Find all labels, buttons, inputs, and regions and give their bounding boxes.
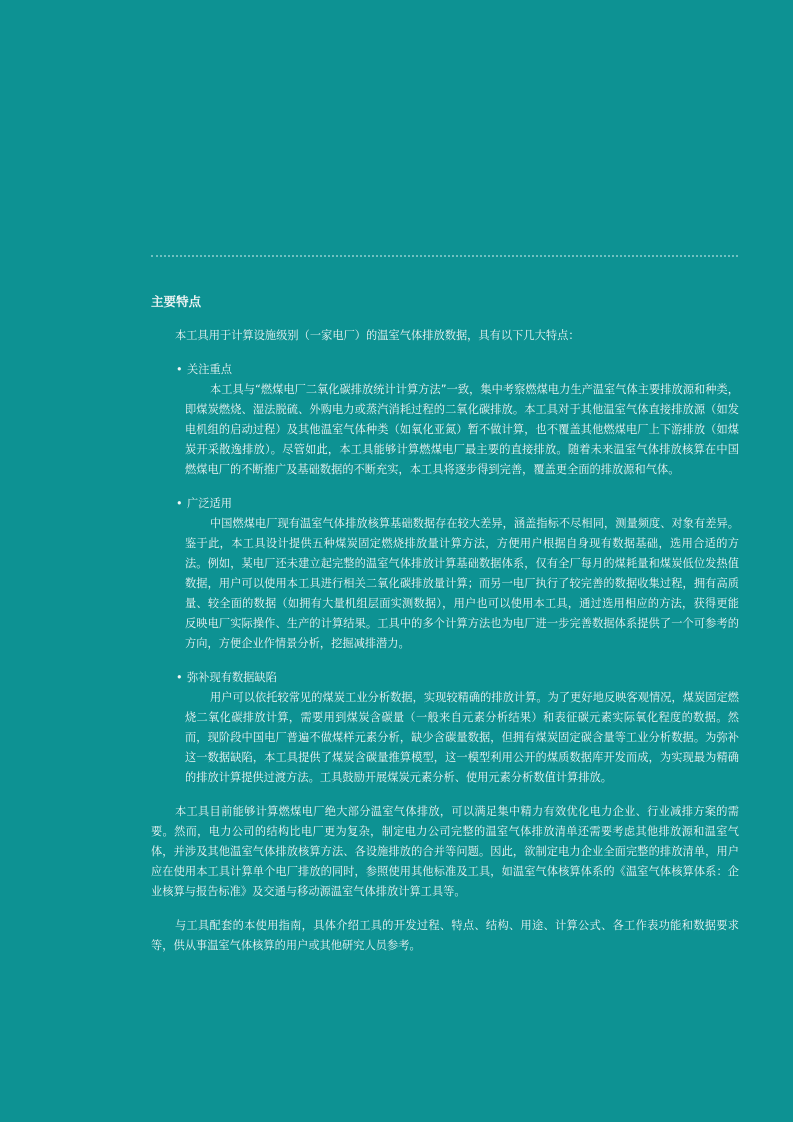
feature-title-row: [151, 360, 739, 380]
body-paragraph: 与工具配套的本使用指南，具体介绍工具的开发过程、特点、结构、用途、计算公式、各工作表功能和数据要求等，供从事温室气体核算的用户或其他研究人员参考。: [151, 919, 739, 952]
feature-title-row: [151, 668, 739, 688]
feature-body: 中国燃煤电厂现有温室气体排放核算基础数据存在较大差异，涵盖指标不尽相同，测量频度、对象有差异。鉴于此，本工具设计提供五种煤炭固定燃烧排放量计算方法，方便用户根据自身现有数据基础，选用合适的方法。例如，某电厂还未建立起完整的温室气体排放计算基础数据体系，仅有全厂每月的煤耗量和煤炭低位发热值数据，用户可以使用本工具进行相关二氧化碳排放量计算；而另一电厂执行了较完善的数据收集过程，拥有高质量、较全面的数据（如拥有大量机组层面实测数据），用户也可以使用本工具，通过选用相应的方法，获得更能反映电厂实际操作、生产的计算结果。工具中的多个计算方法也为电厂进一步完善数据体系提供了一个可参考的方向，方便企业作情景分析，挖掘减排潜力。: [185, 517, 739, 650]
feature-wide-applicability: [151, 494, 739, 654]
feature-body: 本工具与“燃煤电厂二氧化碳排放统计计算方法”一致，集中考察燃煤电力生产温室气体主要排放源和种类，即煤炭燃烧、湿法脱硫、外购电力或蒸汽消耗过程的二氧化碳排放。本工具对于其他温室气体直接排放源（如发电机组的启动过程）及其他温室气体种类（如氧化亚氮）暂不做计算，也不覆盖其他燃煤电厂上下游排放（如煤炭开采散逸排放）。尽管如此，本工具能够计算燃煤电厂最主要的直接排放。随着未来温室气体排放核算在中国燃煤电厂的不断推广及基础数据的不断充实，本工具将逐步得到完善，覆盖更全面的排放源和气体。: [185, 383, 739, 476]
feature-body: 用户可以依托较常见的煤炭工业分析数据，实现较精确的排放计算。为了更好地反映客观情况，煤炭固定燃烧二氧化碳排放计算，需要用到煤炭含碳量（一般来自元素分析结果）和表征碳元素实际氧化程度的数据。然而，现阶段中国电厂普遍不做煤样元素分析，缺少含碳量数据，但拥有煤炭固定碳含量等工业分析数据。为弥补这一数据缺陷，本工具提供了煤炭含碳量推算模型，这一模型利用公开的煤质数据库开发而成，为实现最为精确的排放计算提供过渡方法。工具鼓励开展煤炭元素分析、使用元素分析数值计算排放。: [185, 691, 739, 784]
bullet-icon: •: [176, 363, 183, 376]
bullet-icon: •: [176, 671, 183, 684]
body-paragraph: 本工具目前能够计算燃煤电厂绝大部分温室气体排放，可以满足集中精力有效优化电力企业、行业减排方案的需要。然而，电力公司的结构比电厂更为复杂，制定电力公司完整的温室气体排放清单还需要考虑其他排放源和温室气体，并涉及其他温室气体排放核算方法、各设施排放的合并等问题。因此，欲制定电力企业全面完整的排放清单，用户应在使用本工具计算单个电厂排放的同时，参照使用其他标准及工具，如温室气体核算体系的《温室气体核算体系：企业核算与报告标准》及交通与移动源温室气体排放计算工具等。: [151, 805, 739, 898]
page-content: [151, 292, 739, 970]
feature-title-row: [151, 494, 739, 514]
feature-focus: [151, 360, 739, 480]
feature-title: 弥补现有数据缺陷: [187, 671, 277, 684]
bullet-icon: •: [176, 497, 183, 510]
section-heading: 主要特点: [151, 294, 202, 309]
feature-data-gap: [151, 668, 739, 788]
intro-paragraph: 本工具用于计算设施级别（一家电厂）的温室气体排放数据，具有以下几大特点：: [175, 329, 580, 342]
dotted-divider: [151, 255, 738, 257]
feature-title: 关注重点: [187, 363, 232, 376]
feature-title: 广泛适用: [187, 497, 232, 510]
